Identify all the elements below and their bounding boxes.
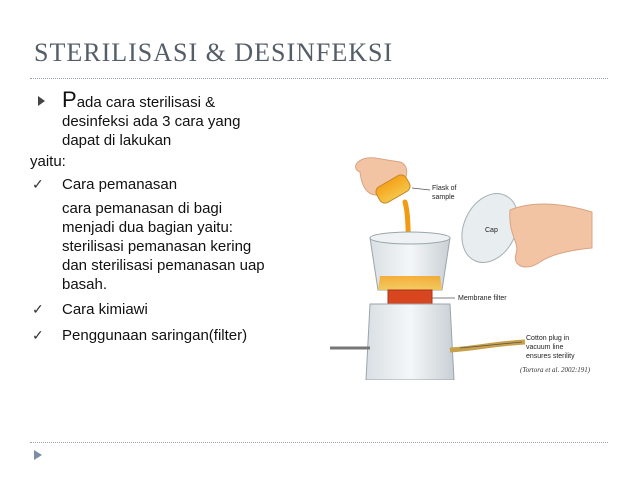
cotton-label-line-3: ensures sterility bbox=[526, 353, 575, 360]
slide-marker-icon bbox=[34, 450, 42, 460]
list-item bbox=[30, 175, 310, 194]
intro-bullet bbox=[30, 87, 310, 150]
sub-text-line: basah. bbox=[62, 276, 108, 293]
filtration-illustration bbox=[330, 150, 605, 380]
flask-label-line-1: Flask of bbox=[432, 185, 457, 192]
list-item bbox=[30, 300, 310, 319]
check-icon: ✓ bbox=[32, 327, 44, 343]
arrow-bullet-icon bbox=[38, 96, 45, 106]
membrane-band bbox=[388, 290, 432, 304]
list-item-label: Cara kimiawi bbox=[62, 301, 148, 318]
lead-text: yaitu: bbox=[30, 153, 66, 170]
figure-reference: (Tortora et al. 2002:191) bbox=[520, 366, 591, 374]
list-item-label: Penggunaan saringan(filter) bbox=[62, 327, 248, 344]
cotton-label-line-1: Cotton plug in bbox=[526, 335, 570, 342]
flask-label-line-2: sample bbox=[432, 194, 455, 201]
sub-text-line: cara pemanasan di bagi bbox=[62, 200, 223, 217]
cap-label: Cap bbox=[485, 227, 498, 234]
top-divider bbox=[30, 78, 608, 79]
intro-line-2: desinfeksi ada 3 cara yang bbox=[62, 113, 241, 130]
list-item bbox=[30, 326, 310, 345]
sub-text bbox=[30, 199, 310, 294]
right-hand bbox=[510, 204, 592, 267]
check-icon: ✓ bbox=[32, 301, 44, 317]
intro-line-3: dapat di lakukan bbox=[62, 132, 172, 149]
receiving-flask bbox=[366, 304, 454, 380]
slide-title: STERILISASI & DESINFEKSI bbox=[34, 38, 394, 67]
bottom-divider bbox=[30, 442, 608, 443]
list-item-label: Cara pemanasan bbox=[62, 176, 178, 193]
sub-text-line: dan sterilisasi pemanasan uap bbox=[62, 257, 265, 274]
sub-text-line: menjadi dua bagian yaitu: bbox=[62, 219, 233, 236]
cotton-label-line-2: vacuum line bbox=[526, 344, 564, 351]
intro-drop-letter: P bbox=[62, 87, 77, 112]
sub-text-line: sterilisasi pemanasan kering bbox=[62, 238, 252, 255]
membrane-label: Membrane filter bbox=[458, 295, 507, 302]
slide-body bbox=[30, 87, 310, 345]
intro-line-1: ada cara sterilisasi & bbox=[76, 94, 216, 111]
check-icon: ✓ bbox=[32, 176, 44, 192]
